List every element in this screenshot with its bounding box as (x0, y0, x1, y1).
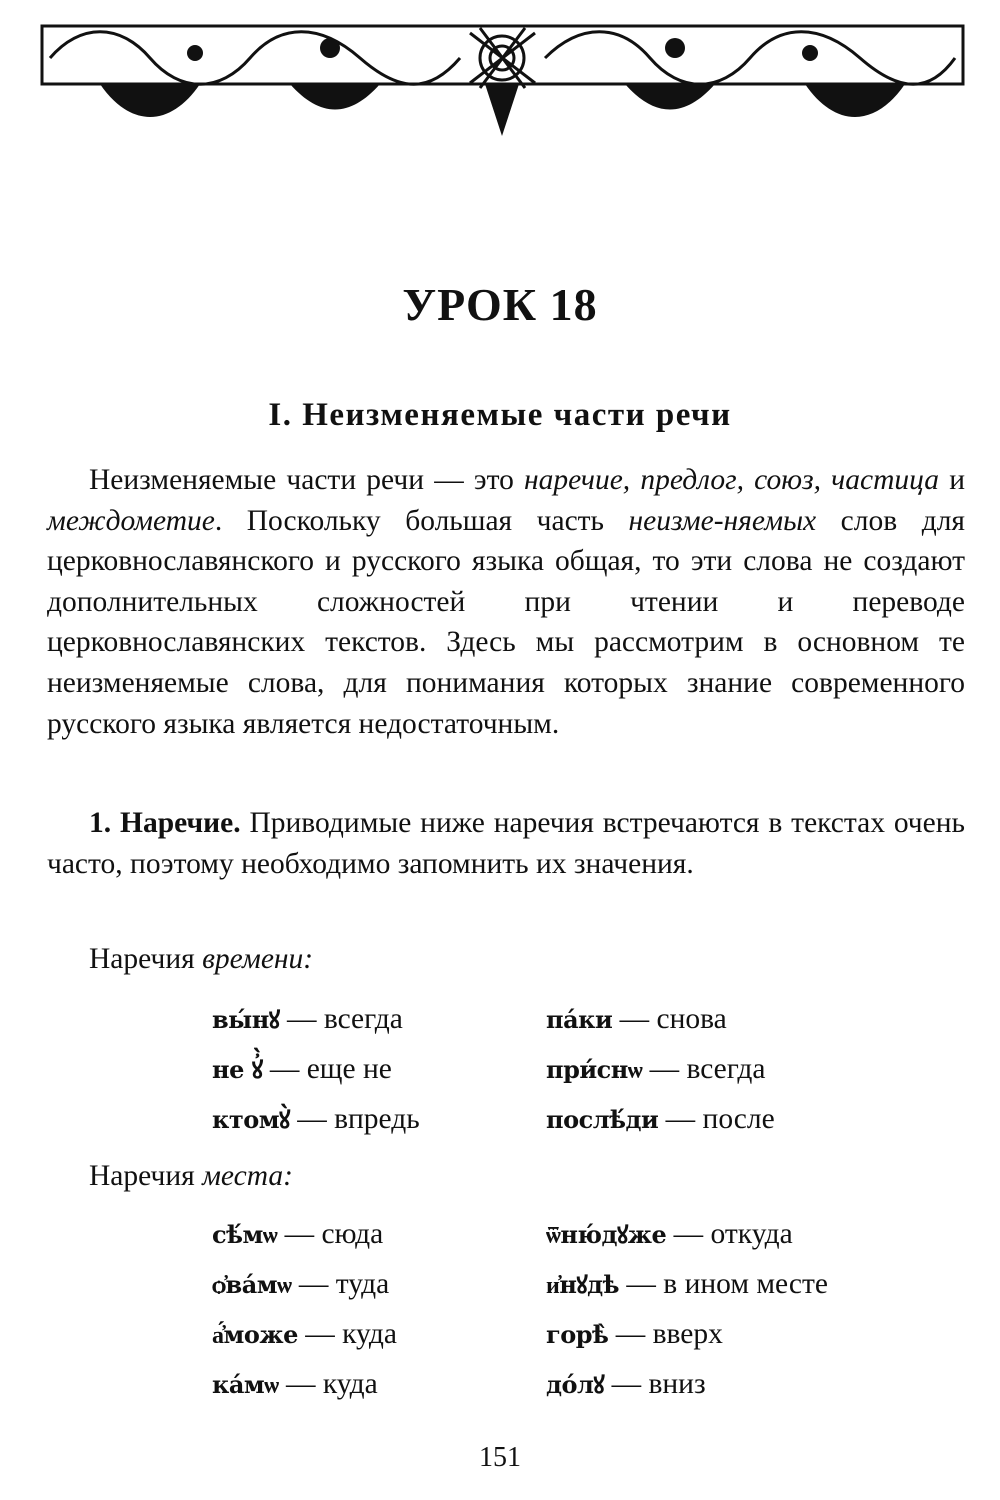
russian-translation: — снова (619, 1003, 727, 1035)
slavonic-word: вы́нꙋ (212, 1005, 280, 1034)
russian-translation: — всегда (286, 1003, 403, 1035)
russian-translation: — еще не (269, 1053, 392, 1085)
intro-text: слов для церковнославянского и русского языка общая, то эти слова не создают дополнительных сложностей при чтении и переводе церковнославянских текстов. Здесь мы рассмотрим в основном те неизменяемые слова, для понимания которых знание современного русского языка является недостаточным. (47, 504, 965, 740)
slavonic-word: при́снѡ (546, 1055, 643, 1084)
russian-translation: — куда (305, 1318, 398, 1350)
section-title: I. Неизменяемые части речи (268, 397, 732, 433)
intro-italic-terms: наречие, предлог, союз, частица (524, 464, 940, 496)
vocab-entry (212, 1318, 397, 1351)
slavonic-word: а҆́може (212, 1320, 298, 1349)
vocab-entry (546, 1053, 765, 1086)
vocab-entry (546, 1318, 723, 1351)
russian-translation: — впредь (297, 1103, 420, 1135)
vocab-entry (546, 1268, 828, 1301)
adverb-paragraph (47, 803, 965, 884)
vocab-entry (212, 1103, 420, 1136)
slavonic-word: до́лꙋ (546, 1370, 605, 1399)
slavonic-word: сѣ́мѡ (212, 1220, 278, 1249)
slavonic-word: ѻ҆ва́мѡ (212, 1270, 292, 1299)
category-label-italic: времени: (202, 943, 314, 975)
page-number: 151 (479, 1442, 521, 1473)
place-adverbs-label (89, 1160, 293, 1193)
intro-text: Неизменяемые части речи — это (89, 464, 525, 496)
vocab-entry (212, 1053, 392, 1086)
vocab-entry (212, 1218, 383, 1251)
decorative-ornament-header (40, 18, 965, 143)
russian-translation: — всегда (649, 1053, 766, 1085)
russian-translation: — куда (285, 1368, 378, 1400)
vocab-entry (212, 1003, 403, 1036)
intro-text: и (939, 464, 965, 496)
intro-text: . Поскольку большая часть (214, 504, 629, 537)
time-adverbs-label (89, 943, 313, 976)
russian-translation: — вверх (615, 1318, 723, 1350)
russian-translation: — туда (298, 1268, 390, 1300)
slavonic-word: ѿню́дꙋже (546, 1220, 667, 1249)
intro-paragraph (47, 460, 965, 744)
adverb-heading: 1. Наречие. (89, 807, 241, 839)
russian-translation: — откуда (673, 1218, 793, 1250)
russian-translation: — сюда (284, 1218, 384, 1250)
vocab-entry (212, 1268, 389, 1301)
category-label: Наречия (89, 943, 203, 975)
russian-translation: — вниз (611, 1368, 706, 1400)
vocab-entry (212, 1368, 378, 1401)
slavonic-word: послѣ́ди (546, 1105, 659, 1134)
vocab-entry (546, 1103, 775, 1136)
russian-translation: — в ином месте (626, 1268, 828, 1300)
intro-italic-term: неизме-няемых (628, 504, 817, 537)
vocab-entry (546, 1368, 706, 1401)
vocab-entry (546, 1218, 793, 1251)
category-label: Наречия (89, 1160, 203, 1192)
vocab-entry (546, 1003, 727, 1036)
slavonic-word: и҆нꙋдѣ (546, 1270, 620, 1299)
slavonic-word: не ꙋ҆̀ (212, 1055, 263, 1084)
lesson-title: УРОК 18 (402, 279, 598, 330)
slavonic-word: ктомꙋ̀ (212, 1105, 290, 1134)
intro-italic-term: междометие (47, 504, 215, 537)
russian-translation: — после (665, 1103, 775, 1135)
category-label-italic: места: (202, 1160, 293, 1192)
slavonic-word: горѣ̀ (546, 1320, 609, 1349)
adverb-text: Приводимые ниже наречия встречаются в текстах очень часто, поэтому необходимо запомнить их значения. (47, 807, 965, 880)
slavonic-word: па́ки (546, 1005, 613, 1034)
slavonic-word: ка́мѡ (212, 1370, 279, 1399)
